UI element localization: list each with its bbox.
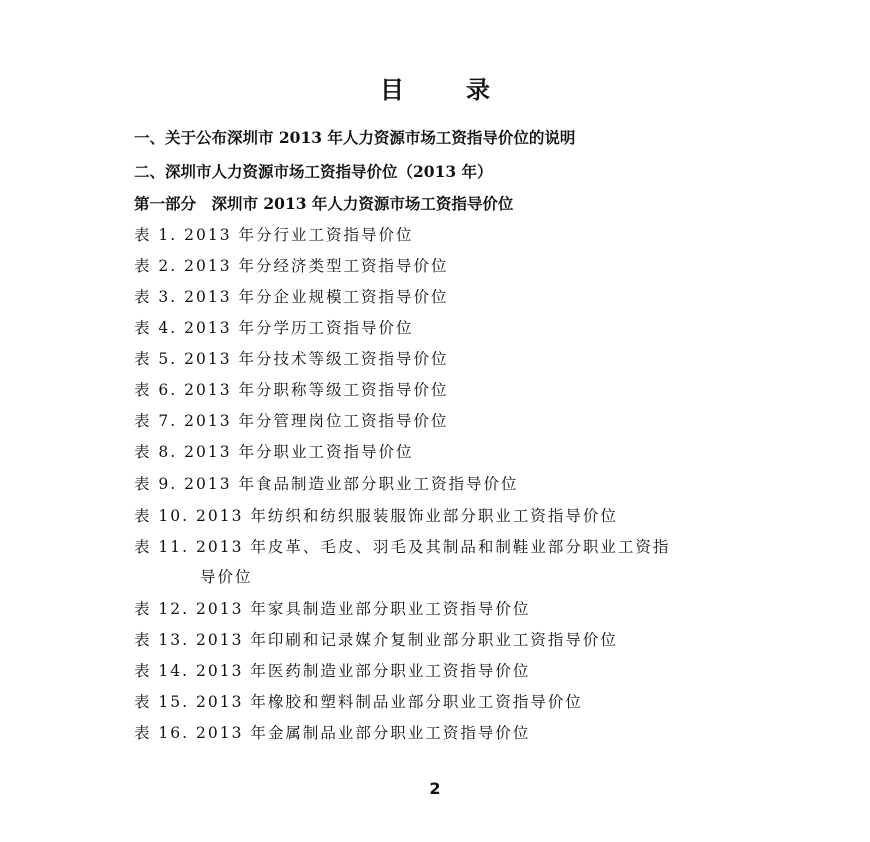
toc-table-5[interactable]: 表 5. 2013 年分技术等级工资指导价位	[134, 350, 449, 368]
toc-table-4[interactable]: 表 4. 2013 年分学历工资指导价位	[134, 319, 414, 337]
toc-title-char-1: 目	[380, 75, 404, 104]
toc-title-char-2: 录	[466, 75, 490, 104]
toc-heading-2[interactable]: 二、深圳市人力资源市场工资指导价位（2013 年）	[134, 162, 493, 181]
toc-table-8[interactable]: 表 8. 2013 年分职业工资指导价位	[134, 443, 414, 461]
toc-table-6[interactable]: 表 6. 2013 年分职称等级工资指导价位	[134, 381, 449, 399]
toc-table-12[interactable]: 表 12. 2013 年家具制造业部分职业工资指导价位	[134, 600, 531, 618]
page-number: 2	[429, 779, 441, 798]
toc-table-11[interactable]: 表 11. 2013 年皮革、毛皮、羽毛及其制品和制鞋业部分职业工资指	[134, 538, 671, 556]
toc-table-9[interactable]: 表 9. 2013 年食品制造业部分职业工资指导价位	[134, 475, 519, 493]
toc-table-1[interactable]: 表 1. 2013 年分行业工资指导价位	[134, 226, 414, 244]
toc-table-13[interactable]: 表 13. 2013 年印刷和记录媒介复制业部分职业工资指导价位	[134, 631, 618, 649]
toc-table-11-continuation[interactable]: 导价位	[200, 568, 253, 586]
toc-heading-1[interactable]: 一、关于公布深圳市 2013 年人力资源市场工资指导价位的说明	[134, 128, 576, 147]
toc-table-2[interactable]: 表 2. 2013 年分经济类型工资指导价位	[134, 257, 449, 275]
toc-table-10[interactable]: 表 10. 2013 年纺织和纺织服装服饰业部分职业工资指导价位	[134, 507, 618, 525]
toc-heading-3[interactable]: 第一部分 深圳市 2013 年人力资源市场工资指导价位	[134, 194, 514, 213]
toc-table-7[interactable]: 表 7. 2013 年分管理岗位工资指导价位	[134, 412, 449, 430]
toc-table-16[interactable]: 表 16. 2013 年金属制品业部分职业工资指导价位	[134, 724, 531, 742]
toc-table-14[interactable]: 表 14. 2013 年医药制造业部分职业工资指导价位	[134, 662, 531, 680]
toc-title	[0, 70, 870, 105]
toc-table-15[interactable]: 表 15. 2013 年橡胶和塑料制品业部分职业工资指导价位	[134, 693, 583, 711]
toc-table-3[interactable]: 表 3. 2013 年分企业规模工资指导价位	[134, 288, 449, 306]
